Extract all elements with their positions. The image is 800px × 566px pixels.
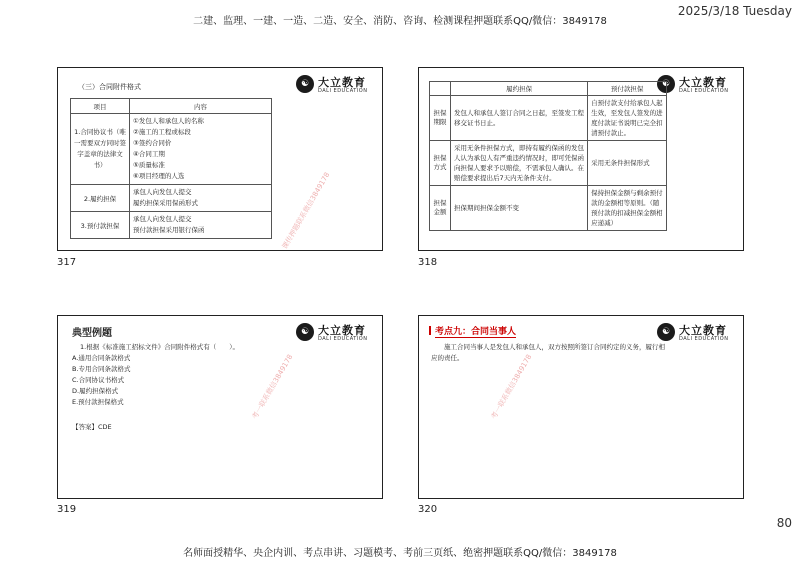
content-line: 履约担保采用保函形式 — [133, 199, 198, 207]
table-header — [430, 82, 451, 96]
content-line: 承包人向发包人提交 — [133, 215, 192, 223]
table-header: 内容 — [130, 99, 272, 114]
dali-logo — [657, 74, 735, 96]
logo-icon: ☯ — [296, 323, 314, 341]
answer-text: 【答案】CDE — [72, 423, 112, 431]
performance-cell: 发包人和承包人签订合同之日起，至签发工程移交证书日止。 — [451, 96, 588, 141]
dali-logo — [296, 74, 374, 96]
option-c: C.合同协议书格式 — [72, 376, 125, 384]
watermark: 考一联系微信3849178 — [250, 353, 295, 421]
advance-cell: 采用无条件担保形式 — [588, 141, 667, 186]
dali-logo — [657, 322, 735, 344]
table-header: 项目 — [71, 99, 130, 114]
table-header: 履约担保 — [451, 82, 588, 96]
page-header: 二建、监理、一建、一造、二造、安全、消防、咨询、检测课程押题联系QQ/微信：3849178 — [193, 16, 607, 27]
content-line: ④合同工期 — [133, 150, 165, 158]
logo-name: 大立教育 — [318, 324, 366, 337]
content-line: ①发包人和承包人的名称 — [133, 117, 204, 125]
logo-name: 大立教育 — [679, 76, 727, 89]
slide-317 — [57, 67, 383, 251]
option-e: E.预付款担保格式 — [72, 398, 124, 406]
slide-319 — [57, 315, 383, 499]
watermark: 课传押题联系微信3849178 — [280, 170, 332, 251]
slide-number: 318 — [418, 257, 438, 268]
row-key: 2.履约担保 — [71, 185, 130, 212]
logo-en: DALI EDUCATION — [318, 88, 368, 94]
performance-cell: 担保期间担保金额不变 — [451, 186, 588, 231]
slide-318 — [418, 67, 744, 251]
advance-cell: 保持担保金额与剩余预付款的金额相等原则。（随预付款的扣减担保金额相应递减） — [588, 186, 667, 231]
table-row — [71, 114, 272, 185]
attachment-format-table — [70, 98, 272, 239]
table-row — [71, 185, 272, 212]
row-key: 担保期限 — [430, 96, 451, 141]
logo-name: 大立教育 — [679, 324, 727, 337]
option-a: A.通用合同条款格式 — [72, 354, 131, 362]
page-date: 2025/3/18 Tuesday — [677, 4, 792, 18]
content-line: 预付款担保采用银行保函 — [133, 226, 205, 234]
row-content — [130, 114, 272, 185]
logo-icon: ☯ — [657, 323, 675, 341]
option-d: D.履约担保格式 — [72, 387, 119, 395]
logo-name: 大立教育 — [318, 76, 366, 89]
logo-en: DALI EDUCATION — [318, 336, 368, 342]
table-row — [71, 212, 272, 239]
slide-body: 施工合同当事人是发包人和承包人，双方按照所签订合同约定的义务，履行相应的责任。 — [431, 343, 665, 362]
row-content — [130, 212, 272, 239]
content-line: ⑥项目经理的人选 — [133, 172, 185, 180]
question-text: 1.根据《标准施工招标文件》合同附件格式有（ ）。 — [80, 343, 239, 351]
watermark: 考一联系微信3849178 — [489, 353, 534, 421]
slide-heading: 典型例题 — [72, 328, 112, 339]
logo-en: DALI EDUCATION — [679, 336, 729, 342]
row-key: 担保方式 — [430, 141, 451, 186]
content-line: 承包人向发包人提交 — [133, 188, 192, 196]
guarantee-comparison-table — [429, 81, 667, 231]
table-row — [430, 141, 667, 186]
option-b: B.专用合同条款格式 — [72, 365, 131, 373]
logo-icon: ☯ — [657, 75, 675, 93]
slide-title: （三）合同附件格式 — [78, 83, 141, 91]
table-header: 预付款担保 — [588, 82, 667, 96]
row-content — [130, 185, 272, 212]
page-number: 80 — [776, 516, 792, 530]
performance-cell: 采用无条件担保方式，即持有履约保函的发包人认为承包人有严重违约情况时，即可凭保函向担保人要求予以赔偿，不需承包人确认。在赔偿要求提出后7天内无条件支付。 — [451, 141, 588, 186]
content-line: ⑤质量标准 — [133, 161, 165, 169]
slide-number: 319 — [57, 504, 77, 515]
slide-number: 320 — [418, 504, 438, 515]
logo-icon: ☯ — [296, 75, 314, 93]
title-text: 考点九：合同当事人 — [435, 327, 517, 337]
content-line: ②施工的工程或标段 — [133, 128, 191, 136]
dali-logo — [296, 322, 374, 344]
logo-en: DALI EDUCATION — [679, 88, 729, 94]
question-block — [72, 342, 239, 433]
slide-320 — [418, 315, 744, 499]
table-row — [430, 96, 667, 141]
row-key: 担保金额 — [430, 186, 451, 231]
row-key: 1.合同协议书（唯一需要双方同时签字盖章的法律文书） — [71, 114, 130, 185]
page-footer: 名师面授精华、央企内训、考点串讲、习题模考、考前三页纸、绝密押题联系QQ/微信：3849178 — [183, 548, 617, 559]
table-row — [430, 186, 667, 231]
row-key: 3.预付款担保 — [71, 212, 130, 239]
title-bar — [429, 326, 431, 335]
content-line: ③签约合同价 — [133, 139, 172, 147]
slide-title — [429, 324, 516, 337]
advance-cell: 自预付款支付给承包人起生效，至发包人签发的进度付款证书说明已完全扣清预付款止。 — [588, 96, 667, 141]
slide-number: 317 — [57, 257, 77, 268]
